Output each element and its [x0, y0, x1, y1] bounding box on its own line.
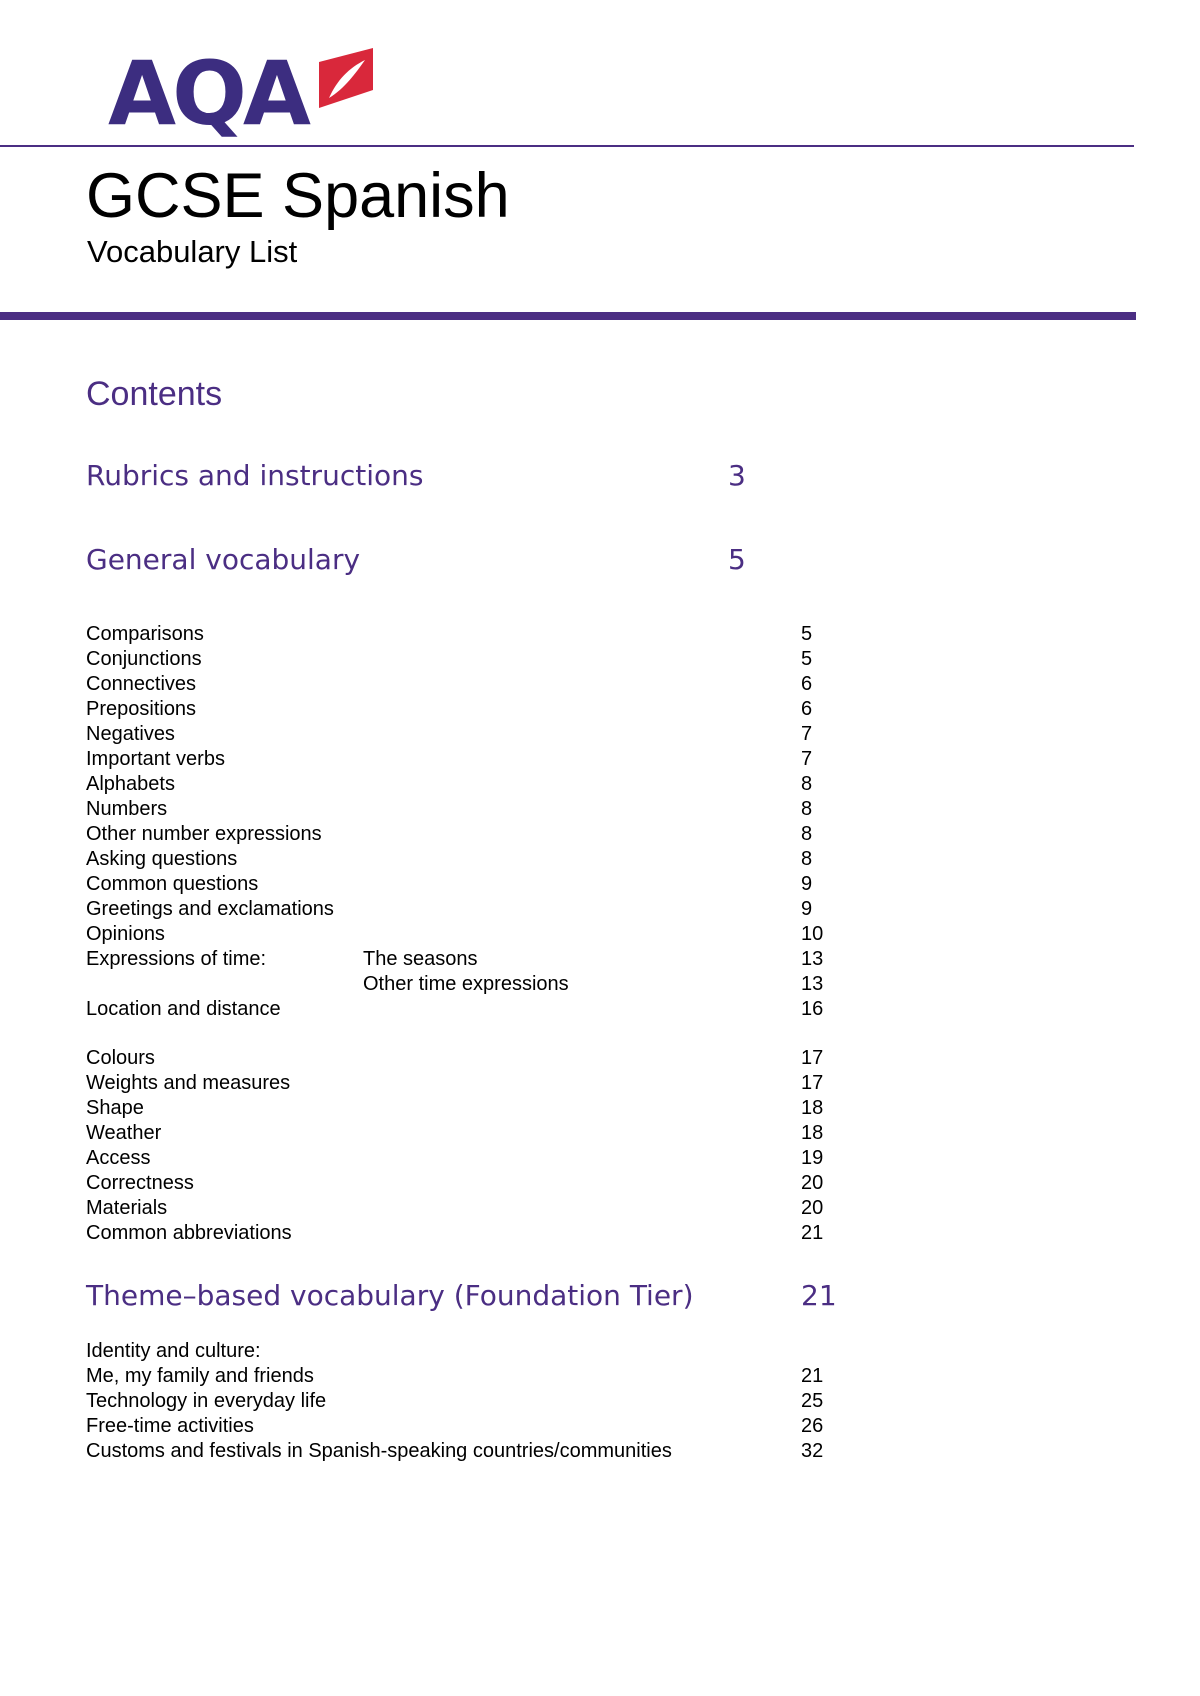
- toc-entry-page: 8: [801, 848, 813, 870]
- toc-entry-technology-in-everyday-life[interactable]: [86, 1389, 836, 1414]
- toc-section-rubrics-title[interactable]: Rubrics and instructions: [86, 459, 424, 492]
- toc-entry-important-verbs[interactable]: [86, 747, 836, 772]
- toc-entry-label: Conjunctions: [86, 648, 202, 670]
- toc-entry-alphabets[interactable]: [86, 772, 836, 797]
- toc-entry-label: Common questions: [86, 873, 259, 895]
- toc-entry-page: 20: [801, 1172, 824, 1194]
- toc-entry-weather[interactable]: [86, 1121, 836, 1146]
- toc-section-general-page: 5: [728, 543, 746, 576]
- toc-entry-colours[interactable]: [86, 1046, 836, 1071]
- toc-entry-conjunctions[interactable]: [86, 647, 836, 672]
- toc-section-rubrics-page: 3: [728, 459, 746, 492]
- toc-entry-page: 13: [801, 948, 824, 970]
- toc-entry-label: Correctness: [86, 1172, 194, 1194]
- toc-entry-page: 7: [801, 748, 813, 770]
- aqa-leaf-mark-icon: [313, 48, 373, 108]
- toc-entry-me-my-family-and-friends[interactable]: [86, 1364, 836, 1389]
- toc-entry-asking-questions[interactable]: [86, 847, 836, 872]
- toc-entry-label: Weather: [86, 1122, 162, 1144]
- document-title: GCSE Spanish: [86, 161, 510, 231]
- toc-entry-numbers[interactable]: [86, 797, 836, 822]
- toc-entry-label: Weights and measures: [86, 1072, 291, 1094]
- toc-entry-page: 16: [801, 998, 824, 1020]
- toc-entry-common-abbreviations[interactable]: [86, 1221, 836, 1246]
- toc-entry-page: 5: [801, 648, 813, 670]
- toc-entry-page: 18: [801, 1122, 824, 1144]
- toc-entry-sublabel: The seasons: [363, 948, 478, 970]
- toc-entry-page: 21: [801, 1222, 824, 1244]
- toc-entry-page: 25: [801, 1390, 824, 1412]
- toc-entry-prepositions[interactable]: [86, 697, 836, 722]
- toc-entry-label: Connectives: [86, 673, 197, 695]
- aqa-logo: [108, 42, 373, 145]
- toc-entry-label: Greetings and exclamations: [86, 898, 334, 920]
- toc-entry-expressions-of-time-seasons[interactable]: [86, 947, 836, 972]
- toc-entry-opinions[interactable]: [86, 922, 836, 947]
- toc-entry-common-questions[interactable]: [86, 872, 836, 897]
- toc-section-theme-page: 21: [801, 1279, 837, 1312]
- toc-entry-page: 5: [801, 623, 813, 645]
- toc-entry-label: Technology in everyday life: [86, 1390, 327, 1412]
- toc-entry-comparisons[interactable]: [86, 622, 836, 647]
- toc-entry-label: Colours: [86, 1047, 155, 1069]
- toc-entry-label: Shape: [86, 1097, 144, 1119]
- toc-entry-shape[interactable]: [86, 1096, 836, 1121]
- toc-entry-greetings-and-exclamations[interactable]: [86, 897, 836, 922]
- toc-section-theme-title[interactable]: Theme–based vocabulary (Foundation Tier): [86, 1279, 694, 1312]
- toc-entry-label: Me, my family and friends: [86, 1365, 314, 1387]
- toc-entry-page: 8: [801, 823, 813, 845]
- toc-entry-page: 7: [801, 723, 813, 745]
- contents-heading: Contents: [86, 375, 223, 413]
- toc-entry-page: 6: [801, 673, 813, 695]
- toc-entry-page: 8: [801, 798, 813, 820]
- toc-entry-label: Alphabets: [86, 773, 175, 795]
- toc-entry-page: 10: [801, 923, 824, 945]
- toc-entry-label: Materials: [86, 1197, 168, 1219]
- toc-entry-page: 8: [801, 773, 813, 795]
- toc-entry-label: Access: [86, 1147, 151, 1169]
- toc-entry-label: Expressions of time:: [86, 948, 267, 970]
- toc-entry-page: 26: [801, 1415, 824, 1437]
- header-divider-thick: [0, 312, 1136, 320]
- toc-entry-label: Common abbreviations: [86, 1222, 292, 1244]
- toc-entry-page: 19: [801, 1147, 824, 1169]
- document-subtitle: Vocabulary List: [87, 234, 298, 269]
- toc-entry-location-and-distance[interactable]: [86, 997, 836, 1022]
- toc-entry-page: 21: [801, 1365, 824, 1387]
- toc-entry-page: 32: [801, 1440, 824, 1462]
- toc-entry-connectives[interactable]: [86, 672, 836, 697]
- toc-entry-label: Prepositions: [86, 698, 197, 720]
- toc-entry-page: 17: [801, 1047, 824, 1069]
- toc-entry-label: Other number expressions: [86, 823, 322, 845]
- toc-entry-page: 9: [801, 898, 813, 920]
- toc-entry-page: 20: [801, 1197, 824, 1219]
- toc-entry-other-time-expressions[interactable]: [86, 972, 836, 997]
- toc-entry-label: Numbers: [86, 798, 168, 820]
- toc-entry-label: Comparisons: [86, 623, 204, 645]
- toc-entry-page: 13: [801, 973, 824, 995]
- toc-theme-group-label: Identity and culture:: [86, 1340, 261, 1362]
- toc-entry-label: Location and distance: [86, 998, 281, 1020]
- toc-entry-other-number-expressions[interactable]: [86, 822, 836, 847]
- toc-entry-free-time-activities[interactable]: [86, 1414, 836, 1439]
- toc-entry-customs-and-festivals[interactable]: [86, 1439, 836, 1464]
- aqa-logo-text: AQA: [108, 42, 308, 145]
- toc-entry-negatives[interactable]: [86, 722, 836, 747]
- toc-entry-label: Customs and festivals in Spanish-speaking countries/communities: [86, 1440, 672, 1462]
- toc-entry-label: Negatives: [86, 723, 175, 745]
- toc-entry-sublabel: Other time expressions: [363, 973, 569, 995]
- toc-entry-page: 6: [801, 698, 813, 720]
- toc-entry-page: 9: [801, 873, 813, 895]
- toc-entry-access[interactable]: [86, 1146, 836, 1171]
- toc-entry-page: 17: [801, 1072, 824, 1094]
- header-divider-thin: [0, 145, 1134, 147]
- toc-entry-weights-and-measures[interactable]: [86, 1071, 836, 1096]
- toc-entry-label: Asking questions: [86, 848, 238, 870]
- toc-entry-materials[interactable]: [86, 1196, 836, 1221]
- toc-entry-correctness[interactable]: [86, 1171, 836, 1196]
- toc-entry-label: Free-time activities: [86, 1415, 254, 1437]
- toc-entry-label: Important verbs: [86, 748, 225, 770]
- toc-entry-label: Opinions: [86, 923, 165, 945]
- toc-section-general-title[interactable]: General vocabulary: [86, 543, 361, 576]
- toc-entry-page: 18: [801, 1097, 824, 1119]
